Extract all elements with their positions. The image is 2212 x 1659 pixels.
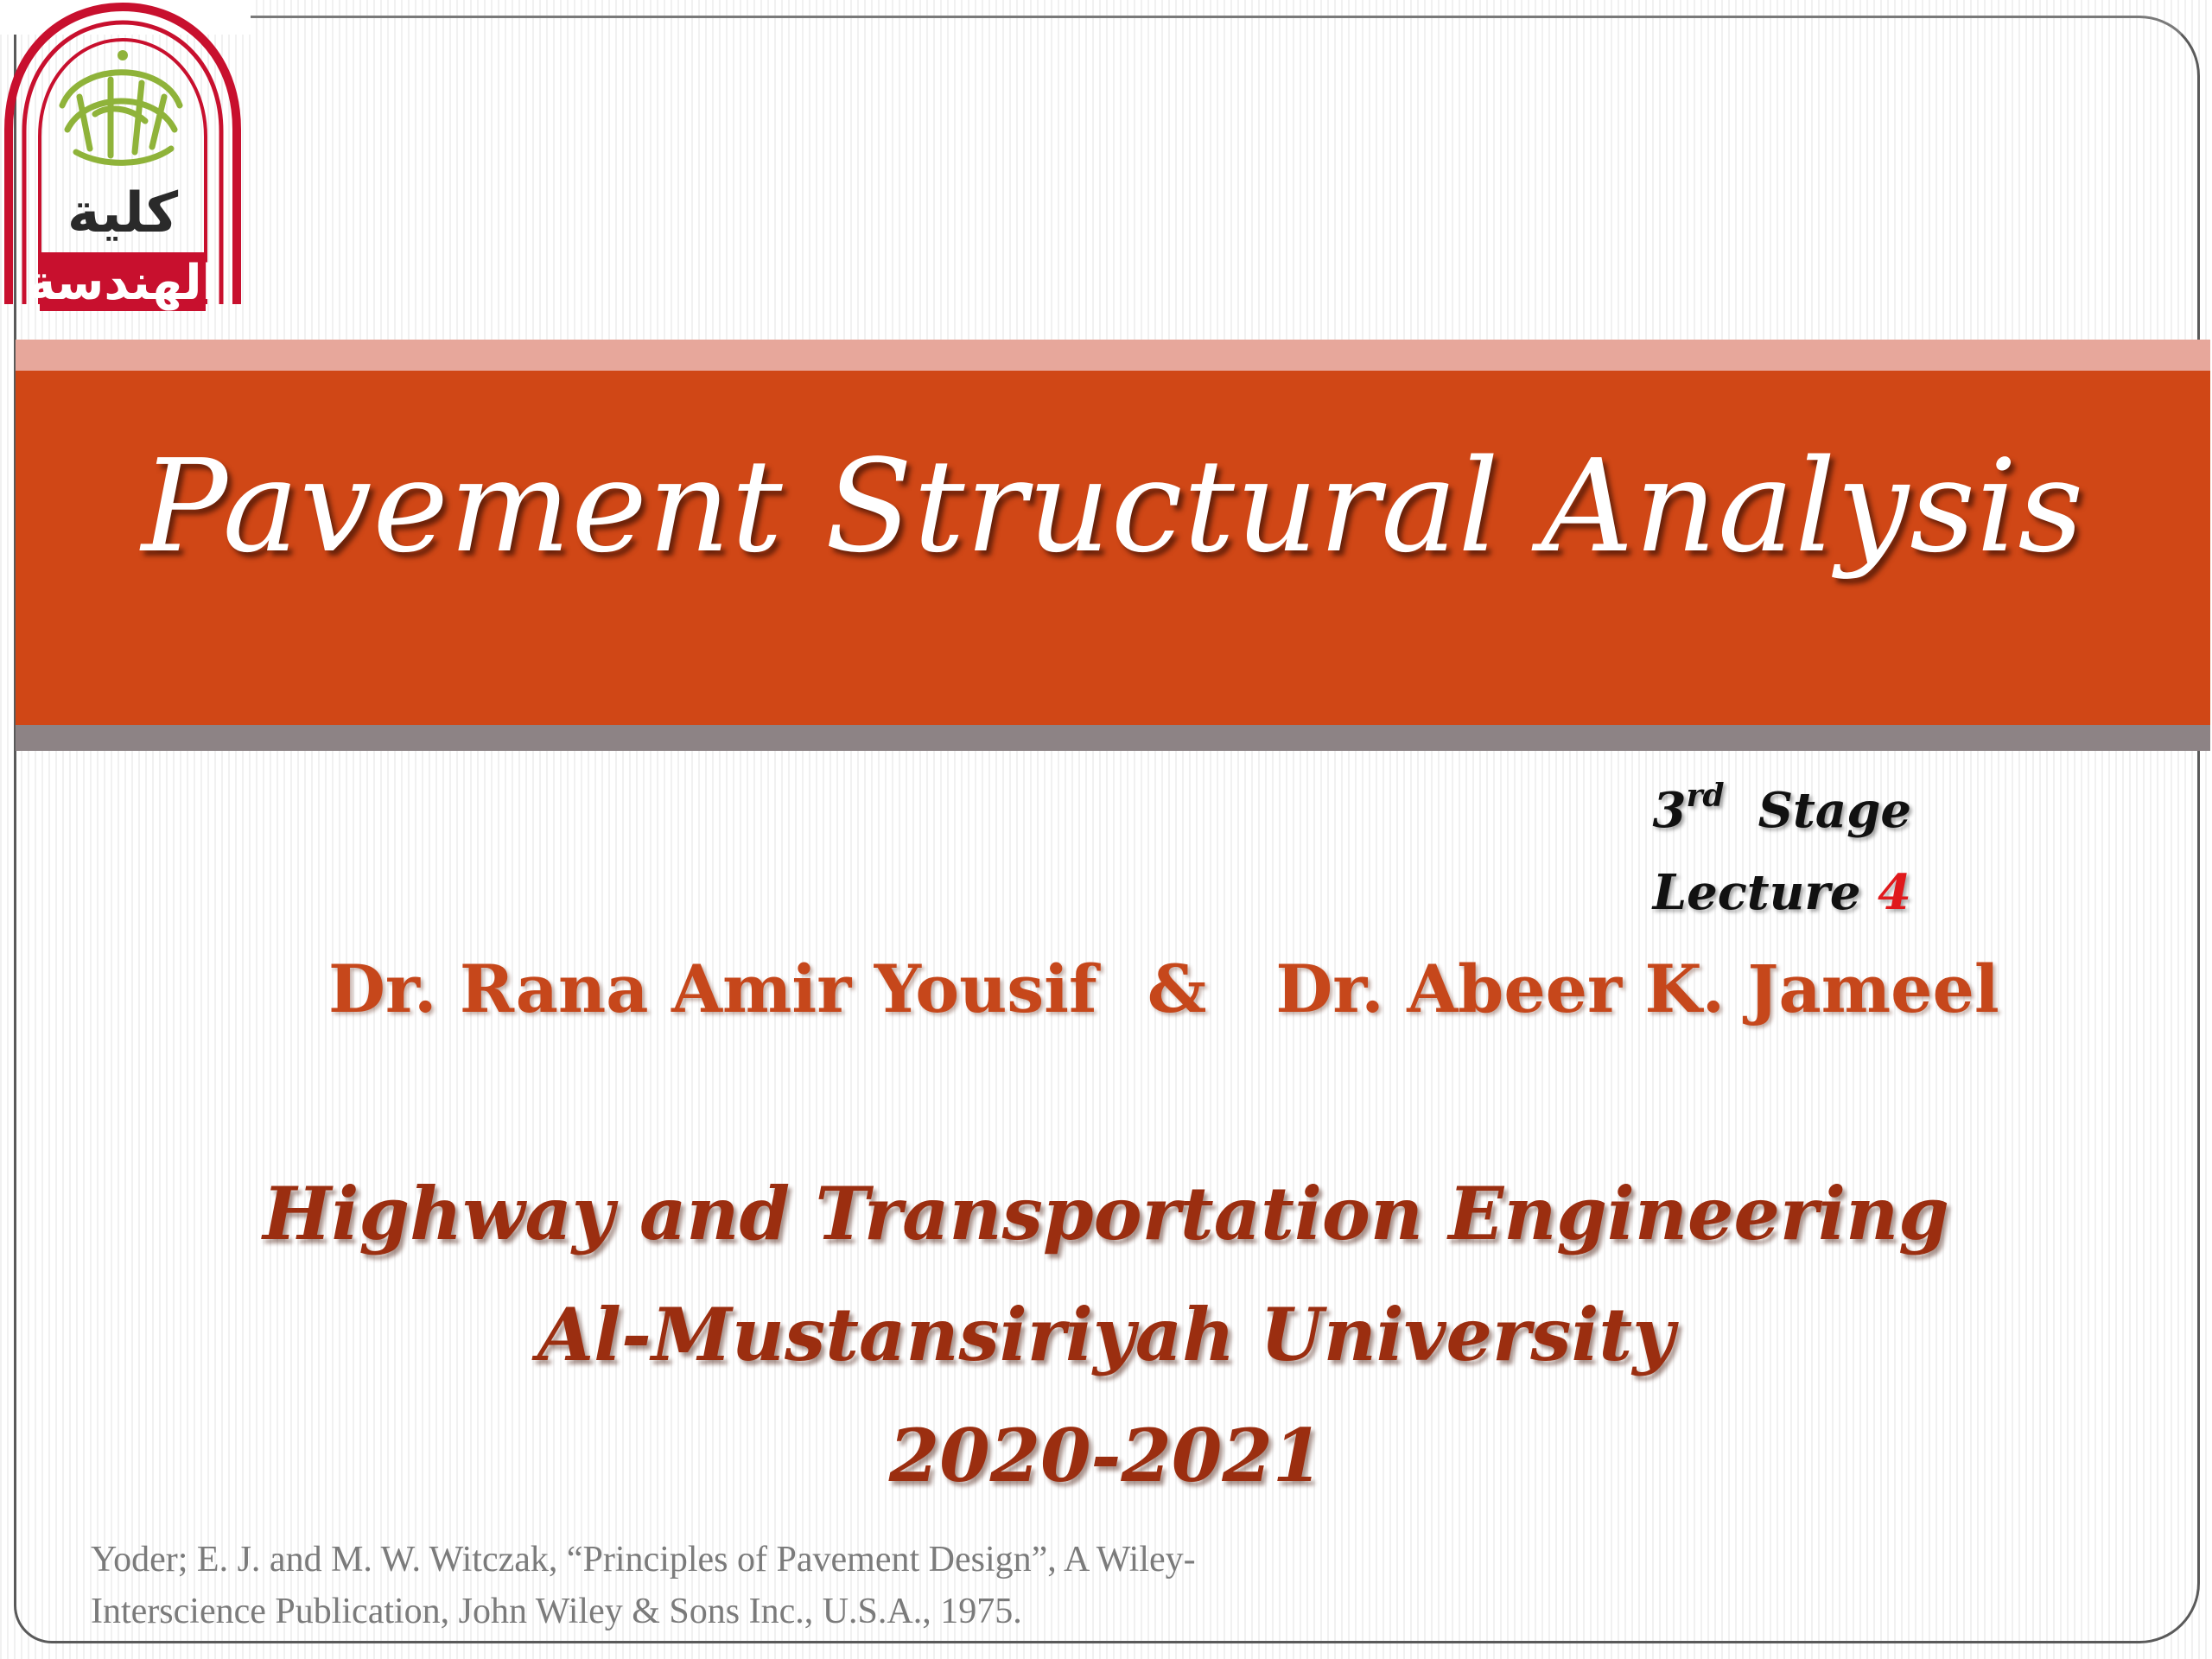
- authors-line: [328, 950, 1999, 1027]
- title-band-top-stripe: [16, 340, 2210, 371]
- author-1: Dr. Rana Amir Yousif: [328, 950, 1097, 1027]
- logo-lettering-top: كلية: [67, 181, 179, 245]
- reference-line-1: Yoder; E. J. and M. W. Witczak, “Principles of Pavement Design”, A Wiley-: [91, 1540, 1196, 1580]
- stage-label: [1653, 778, 1912, 839]
- college-logo: [0, 0, 246, 311]
- lecture-word: Lecture: [1652, 864, 1861, 921]
- slide-title: Pavement Structural Analysis: [141, 432, 2085, 581]
- author-2: Dr. Abeer K. Jameel: [1275, 950, 1999, 1027]
- department-name: Highway and Transportation Engineering: [263, 1171, 1949, 1256]
- academic-year: 2020-2021: [888, 1413, 1324, 1498]
- stage-number: 3: [1652, 782, 1687, 839]
- title-band-bottom-stripe: [16, 725, 2210, 751]
- reference-citation: [91, 1534, 1300, 1637]
- author-separator: &: [1147, 950, 1207, 1027]
- lecture-number: 4: [1878, 864, 1911, 921]
- stage-word: Stage: [1758, 782, 1911, 839]
- university-name: Al-Mustansiriyah University: [537, 1292, 1675, 1377]
- lecture-label: [1653, 864, 1911, 921]
- reference-line-2: Interscience Publication, John Wiley & Sons Inc., U.S.A., 1975.: [91, 1592, 1022, 1631]
- logo-lettering-bottom: الهندسة: [27, 255, 219, 311]
- stage-suffix: rd: [1686, 778, 1725, 814]
